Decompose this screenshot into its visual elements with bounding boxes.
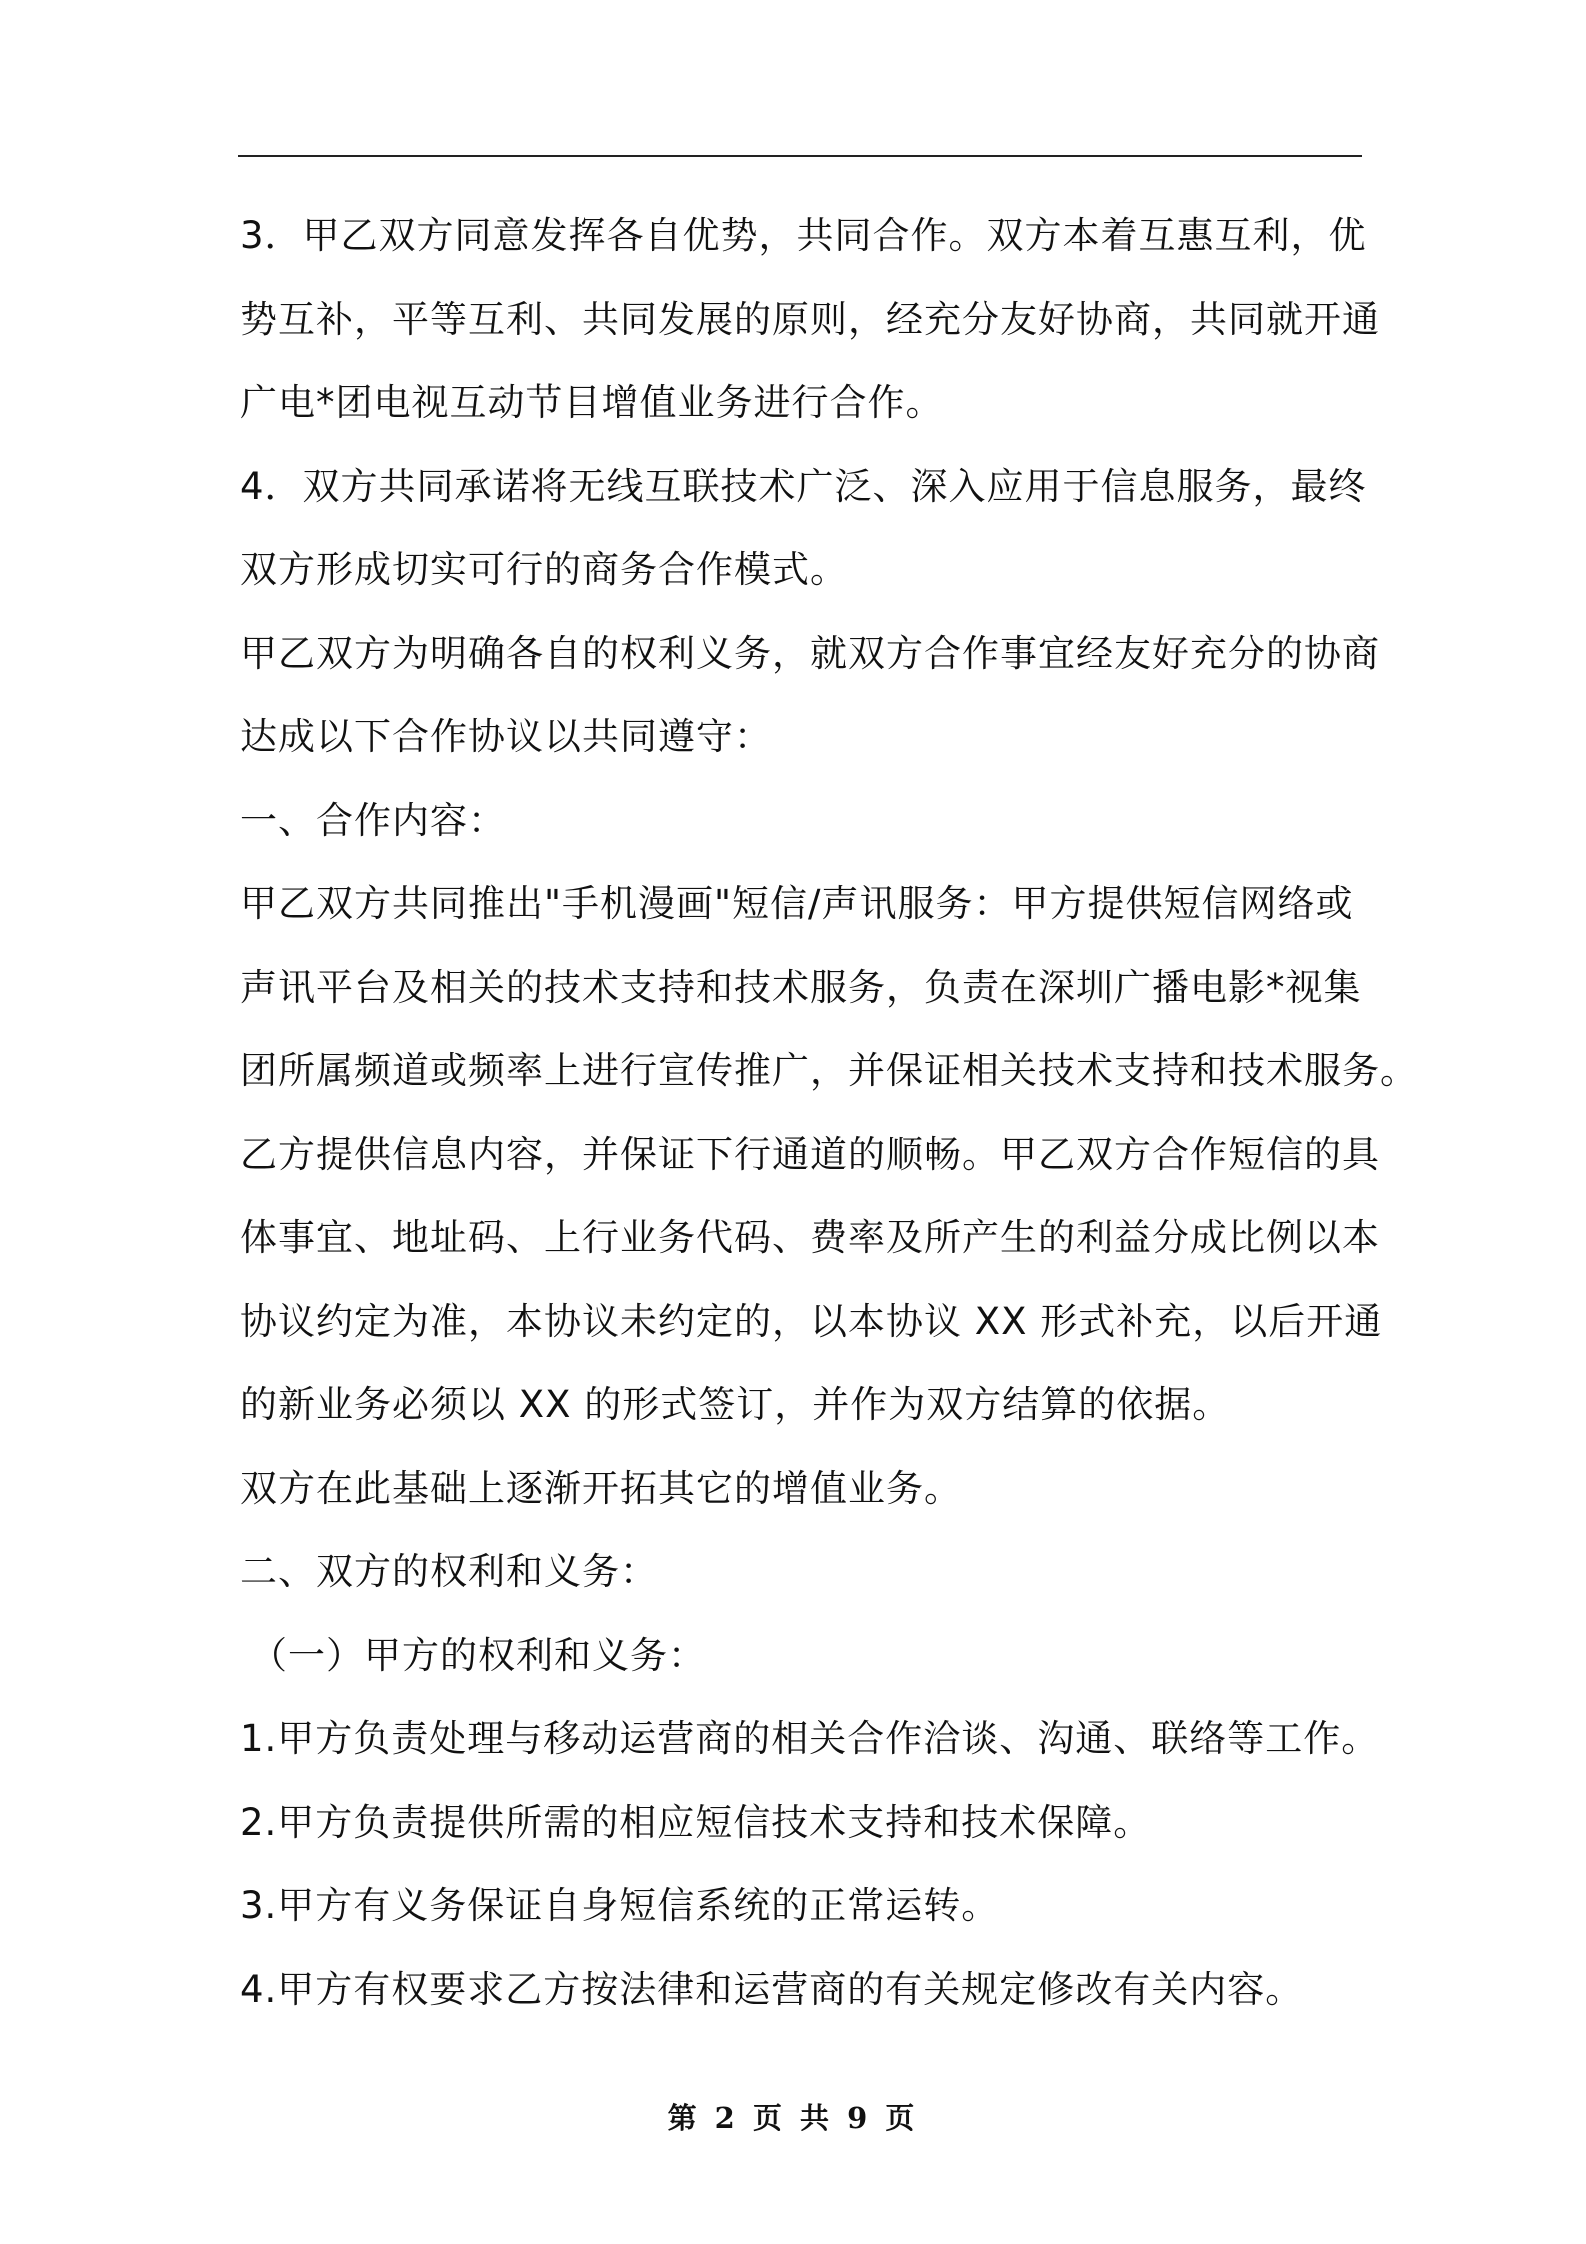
page-number: 第 2 页 共 9 页 — [667, 2101, 919, 2135]
document-body — [240, 194, 1418, 2031]
text-line: 声讯平台及相关的技术支持和技术服务，负责在深圳广播电影*视集 — [240, 965, 1362, 1009]
text-line: 广电*团电视互动节目增值业务进行合作。 — [240, 381, 944, 424]
text-line: 双方在此基础上逐渐开拓其它的增值业务。 — [240, 1466, 962, 1510]
text-line: 3．甲乙双方同意发挥各自优势，共同合作。双方本着互惠互利，优 — [240, 214, 1367, 257]
text-line: 协议约定为准，本协议未约定的，以本协议 XX 形式补充，以后开通 — [240, 1299, 1383, 1343]
list-item: 2.甲方负责提供所需的相应短信技术支持和技术保障。 — [240, 1800, 1152, 1844]
section-heading: 一、合作内容： — [240, 798, 506, 842]
text-line: 双方形成切实可行的商务合作模式。 — [240, 548, 848, 591]
text-line: 团所属频道或频率上进行宣传推广，并保证相关技术支持和技术服务。 — [240, 1049, 1418, 1092]
subsection-heading: （一）甲方的权利和义务： — [250, 1633, 706, 1677]
text-line: 达成以下合作协议以共同遵守： — [240, 715, 772, 758]
text-line: 体事宜、地址码、上行业务代码、费率及所产生的利益分成比例以本 — [240, 1216, 1380, 1259]
list-item: 1.甲方负责处理与移动运营商的相关合作洽谈、沟通、联络等工作。 — [240, 1717, 1380, 1760]
list-item: 3.甲方有义务保证自身短信系统的正常运转。 — [240, 1884, 1000, 1927]
text-line: 势互补，平等互利、共同发展的原则，经充分友好协商，共同就开通 — [240, 297, 1380, 341]
text-line: 乙方提供信息内容，并保证下行通道的顺畅。甲乙双方合作短信的具 — [240, 1132, 1380, 1176]
text-line: 4．双方共同承诺将无线互联技术广泛、深入应用于信息服务，最终 — [240, 464, 1367, 508]
list-item: 4.甲方有权要求乙方按法律和运营商的有关规定修改有关内容。 — [240, 1967, 1304, 2011]
text-line: 甲乙双方共同推出"手机漫画"短信/声讯服务：甲方提供短信网络或 — [240, 882, 1354, 925]
header-rule — [238, 155, 1362, 157]
text-line: 的新业务必须以 XX 的形式签订，并作为双方结算的依据。 — [240, 1383, 1231, 1426]
section-heading: 二、双方的权利和义务： — [240, 1550, 658, 1593]
text-line: 甲乙双方为明确各自的权利义务，就双方合作事宜经友好充分的协商 — [240, 631, 1380, 675]
